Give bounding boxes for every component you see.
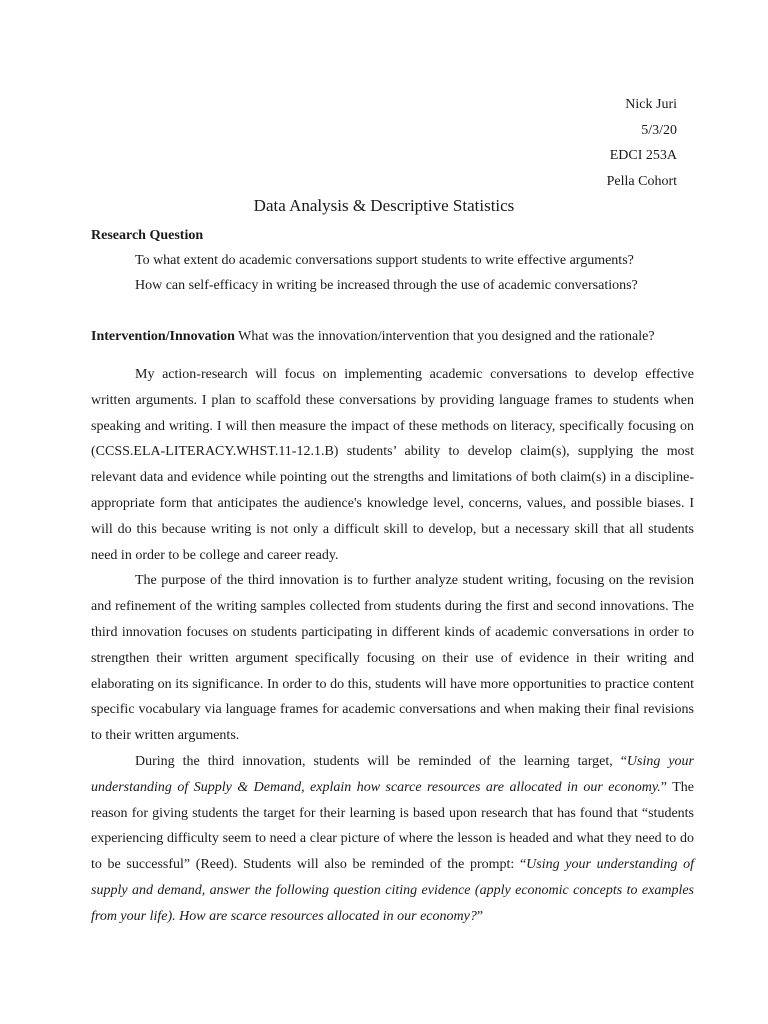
author-header bbox=[607, 92, 677, 194]
document-date: 5/3/20 bbox=[641, 122, 677, 138]
intervention-prompt: What was the innovation/intervention that you designed and the rationale? bbox=[234, 329, 655, 344]
paragraph-3-part-3: ” bbox=[476, 908, 484, 924]
research-question-2: How can self-efficacy in writing be increased through the use of academic conversations? bbox=[135, 278, 638, 293]
learning-target: Using your understanding of Supply & Demand, explain how scarce resources are allocated in our economy. bbox=[91, 753, 694, 795]
intervention-heading: Intervention/Innovation bbox=[91, 329, 235, 344]
writing-prompt: Using your understanding of supply and demand, answer the following question citing evidence (apply economic concepts to examples from your life). How are scarce resources allocated in our economy? bbox=[91, 857, 695, 924]
document-title: Data Analysis & Descriptive Statistics bbox=[253, 196, 515, 215]
author-name: Nick Juri bbox=[625, 97, 677, 112]
paragraph-1: My action-research will focus on implementing academic conversations to develop effective written arguments. I plan to scaffold these conversations by providing language frames to students when speaking and writing. I will then measure the impact of these methods on literacy, specifically focusing on (CCSS.ELA-LITERACY.WHST.11-12.1.B) students’ ability to develop claim(s), supplying the most relevant data and evidence while pointing out the strengths and limitations of both claim(s) in a discipline-appropriate form that anticipates the audience's knowledge level, concerns, values, and possible biases. I will do this because writing is not only a difficult skill to develop, but a necessary skill that all students need in order to be college and career ready. bbox=[91, 367, 694, 563]
body-text bbox=[91, 362, 694, 930]
paragraph-3 bbox=[91, 749, 694, 930]
research-question-heading: Research Question bbox=[91, 228, 204, 243]
paragraph-3-part-2: ” The reason for giving students the target for their learning is based upon research that has found that “students experiencing difficulty seem to need a clear picture of where the lesson is headed and what they need to do to be successful” (Reed). Students will also be reminded of the prompt: “ bbox=[91, 779, 694, 873]
cohort-name: Pella Cohort bbox=[606, 173, 677, 189]
paragraph-3-part-1: During the third innovation, students will be reminded of the learning target, “ bbox=[135, 753, 627, 769]
research-question-1: To what extent do academic conversations support students to write effective arguments? bbox=[135, 253, 634, 268]
intervention-line bbox=[91, 326, 655, 348]
course-code: EDCI 253A bbox=[609, 148, 677, 163]
paragraph-2: The purpose of the third innovation is to further analyze student writing, focusing on the revision and refinement of the writing samples collected from students during the first and second innovations. The third innovation focuses on students participating in different kinds of academic conversations in order to strengthen their written argument specifically focusing on their use of evidence in their writing and elaborating on its significance. In order to do this, students will have more opportunities to practice content specific vocabulary via language frames for academic conversations and when making their final revisions to their written arguments. bbox=[91, 573, 694, 744]
